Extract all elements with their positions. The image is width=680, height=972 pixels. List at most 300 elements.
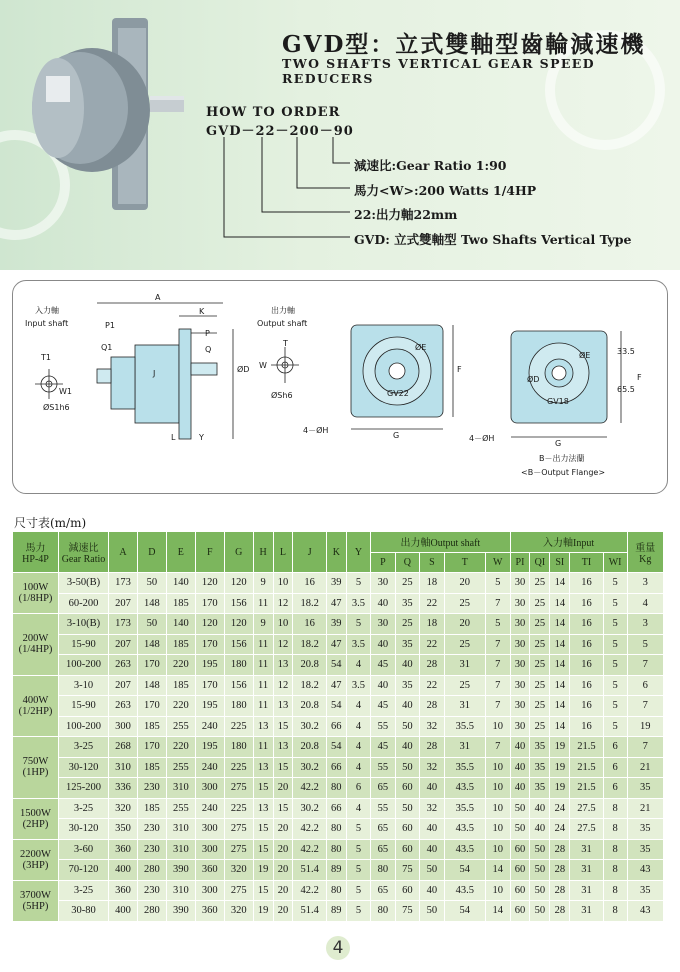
power-cell (13, 573, 59, 614)
header-qi: QI (530, 552, 550, 573)
value-cell: 25 (395, 573, 420, 594)
value-cell: 300 (109, 716, 138, 737)
value-cell: 320 (224, 860, 253, 881)
value-cell: 3.5 (346, 675, 370, 696)
value-cell: 173 (109, 573, 138, 594)
value-cell: 30 (510, 634, 530, 655)
value-cell: 156 (224, 675, 253, 696)
value-cell: 207 (109, 634, 138, 655)
power-label: 2200W (20, 848, 51, 860)
order-label-power: 馬力<W>:200 Watts 1/4HP (354, 183, 537, 198)
value-cell: 20 (273, 860, 293, 881)
value-cell: 5 (603, 696, 627, 717)
value-cell: 13 (253, 716, 273, 737)
value-cell: 21.5 (570, 778, 603, 799)
value-cell: 14 (550, 696, 570, 717)
value-cell: 230 (137, 839, 166, 860)
value-cell: 16 (570, 614, 603, 635)
ratio-cell: 3-10 (59, 675, 109, 696)
value-cell: 25 (530, 634, 550, 655)
value-cell: 20 (444, 573, 485, 594)
input-shaft-label-en: Input shaft (25, 319, 69, 328)
value-cell: 18.2 (293, 634, 326, 655)
value-cell: 22 (420, 675, 445, 696)
dim-w1: W1 (59, 387, 72, 396)
header-band (0, 0, 680, 270)
value-cell: 47 (326, 634, 346, 655)
value-cell: 35 (627, 819, 663, 840)
value-cell: 51.4 (293, 860, 326, 881)
value-cell: 31 (570, 901, 603, 922)
value-cell: 50 (530, 880, 550, 901)
value-cell: 4 (346, 655, 370, 676)
value-cell: 25 (530, 675, 550, 696)
value-cell: 25 (530, 614, 550, 635)
dim-p1: P1 (105, 321, 115, 330)
value-cell: 54 (444, 901, 485, 922)
value-cell: 20 (273, 778, 293, 799)
table-row (13, 798, 664, 819)
value-cell: 35 (530, 737, 550, 758)
dim-d-gv18: ØD (527, 375, 540, 384)
value-cell: 3 (627, 573, 663, 594)
value-cell: 30 (510, 675, 530, 696)
value-cell: 400 (109, 860, 138, 881)
table-title: 尺寸表(m/m) (14, 516, 87, 530)
ratio-cell: 15-90 (59, 696, 109, 717)
value-cell: 275 (224, 880, 253, 901)
value-cell: 27.5 (570, 819, 603, 840)
value-cell: 50 (395, 798, 420, 819)
power-cell (13, 798, 59, 839)
value-cell: 80 (371, 901, 396, 922)
value-cell: 43.5 (444, 839, 485, 860)
value-cell: 60 (395, 819, 420, 840)
value-cell: 11 (253, 737, 273, 758)
header-p: P (371, 552, 396, 573)
value-cell: 10 (273, 573, 293, 594)
value-cell: 12 (273, 593, 293, 614)
ratio-cell: 100-200 (59, 655, 109, 676)
value-cell: 80 (326, 839, 346, 860)
title-chinese: GVD型：立式雙軸型齒輪減速機 (282, 31, 646, 58)
value-cell: 16 (293, 614, 326, 635)
table-row (13, 634, 664, 655)
value-cell: 8 (603, 860, 627, 881)
dim-t1: T1 (41, 353, 51, 362)
value-cell: 65 (371, 880, 396, 901)
dim-g-gv22: G (393, 431, 400, 440)
value-cell: 360 (195, 901, 224, 922)
value-cell: 8 (603, 901, 627, 922)
value-cell: 47 (326, 593, 346, 614)
ratio-cell: 30-120 (59, 819, 109, 840)
dim-s1: ØS1h6 (43, 403, 70, 412)
value-cell: 6 (627, 675, 663, 696)
value-cell: 5 (346, 839, 370, 860)
value-cell: 350 (109, 819, 138, 840)
value-cell: 30.2 (293, 798, 326, 819)
ratio-cell: 15-90 (59, 634, 109, 655)
value-cell: 230 (137, 819, 166, 840)
value-cell: 54 (444, 860, 485, 881)
power-cell (13, 880, 59, 921)
value-cell: 11 (253, 675, 273, 696)
power-label: (1/8HP) (18, 593, 53, 604)
value-cell: 54 (326, 737, 346, 758)
value-cell: 30.2 (293, 757, 326, 778)
value-cell: 185 (166, 593, 195, 614)
value-cell: 20.8 (293, 696, 326, 717)
dim-j: J (153, 369, 156, 378)
value-cell: 4 (346, 716, 370, 737)
value-cell: 170 (195, 675, 224, 696)
value-cell: 43.5 (444, 819, 485, 840)
value-cell: 31 (570, 880, 603, 901)
value-cell: 39 (326, 573, 346, 594)
ratio-cell: 3-50(B) (59, 573, 109, 594)
header-si: SI (550, 552, 570, 573)
value-cell: 18.2 (293, 593, 326, 614)
value-cell: 4 (346, 696, 370, 717)
value-cell: 310 (166, 778, 195, 799)
value-cell: 170 (195, 634, 224, 655)
value-cell: 19 (550, 737, 570, 758)
dim-q: Q (205, 345, 212, 354)
value-cell: 89 (326, 860, 346, 881)
value-cell: 27.5 (570, 798, 603, 819)
value-cell: 195 (195, 655, 224, 676)
value-cell: 22 (420, 634, 445, 655)
header-wi: WI (603, 552, 627, 573)
value-cell: 35.5 (444, 757, 485, 778)
ratio-cell: 30-80 (59, 901, 109, 922)
value-cell: 5 (603, 655, 627, 676)
value-cell: 13 (273, 655, 293, 676)
value-cell: 170 (137, 655, 166, 676)
dim-q1: Q1 (101, 343, 113, 352)
value-cell: 65 (371, 839, 396, 860)
value-cell: 148 (137, 593, 166, 614)
value-cell: 10 (485, 880, 510, 901)
value-cell: 31 (570, 860, 603, 881)
value-cell: 22 (420, 593, 445, 614)
value-cell: 35 (627, 880, 663, 901)
value-cell: 28 (550, 880, 570, 901)
value-cell: 7 (485, 634, 510, 655)
value-cell: 50 (510, 819, 530, 840)
value-cell: 40 (371, 593, 396, 614)
value-cell: 40 (371, 675, 396, 696)
header-l: L (273, 532, 293, 573)
ratio-cell: 3-10(B) (59, 614, 109, 635)
value-cell: 35 (627, 778, 663, 799)
value-cell: 10 (485, 839, 510, 860)
value-cell: 32 (420, 798, 445, 819)
dim-f-gv18: F (637, 373, 642, 382)
value-cell: 5 (603, 614, 627, 635)
value-cell: 148 (137, 634, 166, 655)
dim-d: ØD (237, 365, 250, 374)
value-cell: 50 (420, 860, 445, 881)
value-cell: 12 (273, 634, 293, 655)
value-cell: 25 (530, 655, 550, 676)
ratio-cell: 3-60 (59, 839, 109, 860)
value-cell: 120 (224, 573, 253, 594)
value-cell: 263 (109, 655, 138, 676)
value-cell: 185 (137, 716, 166, 737)
table-row (13, 696, 664, 717)
ratio-cell: 3-25 (59, 798, 109, 819)
value-cell: 148 (137, 675, 166, 696)
value-cell: 25 (530, 573, 550, 594)
power-label: (5HP) (22, 900, 49, 912)
value-cell: 35 (395, 634, 420, 655)
page-number: 4 (326, 936, 350, 960)
value-cell: 7 (485, 696, 510, 717)
value-cell: 50 (395, 757, 420, 778)
value-cell: 11 (253, 655, 273, 676)
value-cell: 3.5 (346, 593, 370, 614)
value-cell: 400 (109, 901, 138, 922)
value-cell: 120 (224, 614, 253, 635)
value-cell: 50 (420, 901, 445, 922)
value-cell: 60 (395, 839, 420, 860)
value-cell: 30 (371, 614, 396, 635)
value-cell: 185 (137, 798, 166, 819)
value-cell: 20 (273, 819, 293, 840)
value-cell: 20 (273, 839, 293, 860)
value-cell: 65 (371, 778, 396, 799)
value-cell: 42.2 (293, 880, 326, 901)
power-label: (1/2HP) (18, 705, 53, 717)
value-cell: 80 (326, 778, 346, 799)
value-cell: 80 (326, 880, 346, 901)
value-cell: 43.5 (444, 880, 485, 901)
value-cell: 75 (395, 901, 420, 922)
value-cell: 280 (137, 860, 166, 881)
value-cell: 28 (550, 901, 570, 922)
value-cell: 268 (109, 737, 138, 758)
power-label: 200W (22, 633, 49, 645)
value-cell: 5 (603, 675, 627, 696)
value-cell: 80 (371, 860, 396, 881)
value-cell: 25 (530, 593, 550, 614)
value-cell: 180 (224, 737, 253, 758)
value-cell: 310 (166, 880, 195, 901)
value-cell: 40 (530, 798, 550, 819)
value-cell: 300 (195, 819, 224, 840)
value-cell: 42.2 (293, 778, 326, 799)
value-cell: 65 (371, 819, 396, 840)
value-cell: 45 (371, 696, 396, 717)
order-heading: HOW TO ORDER (206, 105, 341, 120)
value-cell: 42.2 (293, 839, 326, 860)
value-cell: 35.5 (444, 716, 485, 737)
value-cell: 275 (224, 839, 253, 860)
value-cell: 255 (166, 757, 195, 778)
value-cell: 47 (326, 675, 346, 696)
value-cell: 14 (550, 614, 570, 635)
value-cell: 30.2 (293, 716, 326, 737)
table-row (13, 675, 664, 696)
value-cell: 140 (166, 573, 195, 594)
value-cell: 66 (326, 757, 346, 778)
value-cell: 4 (346, 798, 370, 819)
value-cell: 40 (420, 778, 445, 799)
ratio-cell: 3-25 (59, 880, 109, 901)
dim-e-gv22: ØE (415, 343, 427, 352)
value-cell: 173 (109, 614, 138, 635)
value-cell: 19 (550, 778, 570, 799)
value-cell: 5 (346, 614, 370, 635)
value-cell: 320 (224, 901, 253, 922)
header-pi: PI (510, 552, 530, 573)
value-cell: 50 (395, 716, 420, 737)
value-cell: 30 (371, 573, 396, 594)
dim-p: P (205, 329, 210, 338)
dim-h-gv18: 4－ØH (469, 434, 495, 443)
flange-caption-en: <B－Output Flange> (521, 468, 606, 477)
header-ti: TI (570, 552, 603, 573)
value-cell: 43 (627, 860, 663, 881)
header-d: D (137, 532, 166, 573)
value-cell: 10 (485, 778, 510, 799)
value-cell: 31 (444, 696, 485, 717)
dimension-drawing-panel (12, 280, 668, 494)
value-cell: 31 (444, 737, 485, 758)
value-cell: 14 (550, 655, 570, 676)
value-cell: 16 (293, 573, 326, 594)
value-cell: 19 (253, 860, 273, 881)
value-cell: 10 (273, 614, 293, 635)
value-cell: 28 (420, 737, 445, 758)
value-cell: 25 (444, 675, 485, 696)
value-cell: 390 (166, 901, 195, 922)
value-cell: 40 (510, 778, 530, 799)
value-cell: 7 (485, 593, 510, 614)
value-cell: 10 (485, 716, 510, 737)
input-shaft-label-cn: 入力軸 (35, 306, 59, 315)
dim-f-gv22: F (457, 365, 462, 374)
value-cell: 207 (109, 593, 138, 614)
value-cell: 120 (195, 573, 224, 594)
value-cell: 60 (395, 880, 420, 901)
value-cell: 50 (530, 860, 550, 881)
value-cell: 180 (224, 655, 253, 676)
value-cell: 28 (550, 860, 570, 881)
value-cell: 14 (550, 573, 570, 594)
value-cell: 24 (550, 798, 570, 819)
value-cell: 25 (395, 614, 420, 635)
header-a: A (109, 532, 138, 573)
dim-h-gv22: 4－ØH (303, 426, 329, 435)
value-cell: 40 (420, 880, 445, 901)
value-cell: 225 (224, 757, 253, 778)
value-cell: 11 (253, 696, 273, 717)
value-cell: 310 (166, 839, 195, 860)
value-cell: 14 (485, 860, 510, 881)
value-cell: 21 (627, 798, 663, 819)
value-cell: 15 (253, 839, 273, 860)
value-cell: 18 (420, 573, 445, 594)
value-cell: 60 (510, 901, 530, 922)
table-row (13, 880, 664, 901)
header-weight: 重量 Kg (627, 532, 663, 573)
value-cell: 18.2 (293, 675, 326, 696)
value-cell: 360 (195, 860, 224, 881)
value-cell: 240 (195, 716, 224, 737)
value-cell: 51.4 (293, 901, 326, 922)
value-cell: 275 (224, 819, 253, 840)
header-q: Q (395, 552, 420, 573)
power-label: (1/4HP) (18, 644, 53, 656)
value-cell: 60 (510, 839, 530, 860)
order-label-ratio: 減速比:Gear Ratio 1:90 (354, 158, 507, 173)
value-cell: 40 (530, 819, 550, 840)
dim-y: Y (199, 433, 204, 442)
value-cell: 5 (603, 573, 627, 594)
dim-l: L (171, 433, 176, 442)
value-cell: 30 (510, 614, 530, 635)
header-ratio: 減速比 Gear Ratio (59, 532, 109, 573)
value-cell: 185 (166, 634, 195, 655)
ratio-cell: 70-120 (59, 860, 109, 881)
value-cell: 8 (603, 819, 627, 840)
value-cell: 310 (109, 757, 138, 778)
ratio-cell: 3-25 (59, 737, 109, 758)
value-cell: 21 (627, 757, 663, 778)
value-cell: 320 (109, 798, 138, 819)
value-cell: 10 (485, 819, 510, 840)
value-cell: 40 (395, 696, 420, 717)
ratio-cell: 100-200 (59, 716, 109, 737)
value-cell: 19 (627, 716, 663, 737)
value-cell: 40 (420, 819, 445, 840)
value-cell: 35 (627, 839, 663, 860)
value-cell: 4 (346, 737, 370, 758)
header-g: G (224, 532, 253, 573)
value-cell: 50 (530, 901, 550, 922)
value-cell: 14 (550, 716, 570, 737)
header-s: S (420, 552, 445, 573)
value-cell: 13 (253, 757, 273, 778)
value-cell: 6 (346, 778, 370, 799)
value-cell: 255 (166, 798, 195, 819)
value-cell: 35.5 (444, 798, 485, 819)
value-cell: 13 (273, 696, 293, 717)
value-cell: 14 (550, 675, 570, 696)
value-cell: 50 (510, 798, 530, 819)
power-label: (1HP) (22, 767, 49, 779)
dim-w: W (259, 361, 267, 370)
value-cell: 80 (326, 819, 346, 840)
value-cell: 7 (627, 696, 663, 717)
value-cell: 225 (224, 716, 253, 737)
value-cell: 18 (420, 614, 445, 635)
value-cell: 40 (420, 839, 445, 860)
value-cell: 300 (195, 839, 224, 860)
value-cell: 55 (371, 798, 396, 819)
value-cell: 16 (570, 655, 603, 676)
value-cell: 13 (273, 737, 293, 758)
value-cell: 207 (109, 675, 138, 696)
value-cell: 15 (273, 798, 293, 819)
value-cell: 11 (253, 593, 273, 614)
dim-a: A (155, 293, 161, 302)
value-cell: 15 (273, 757, 293, 778)
power-cell (13, 614, 59, 676)
